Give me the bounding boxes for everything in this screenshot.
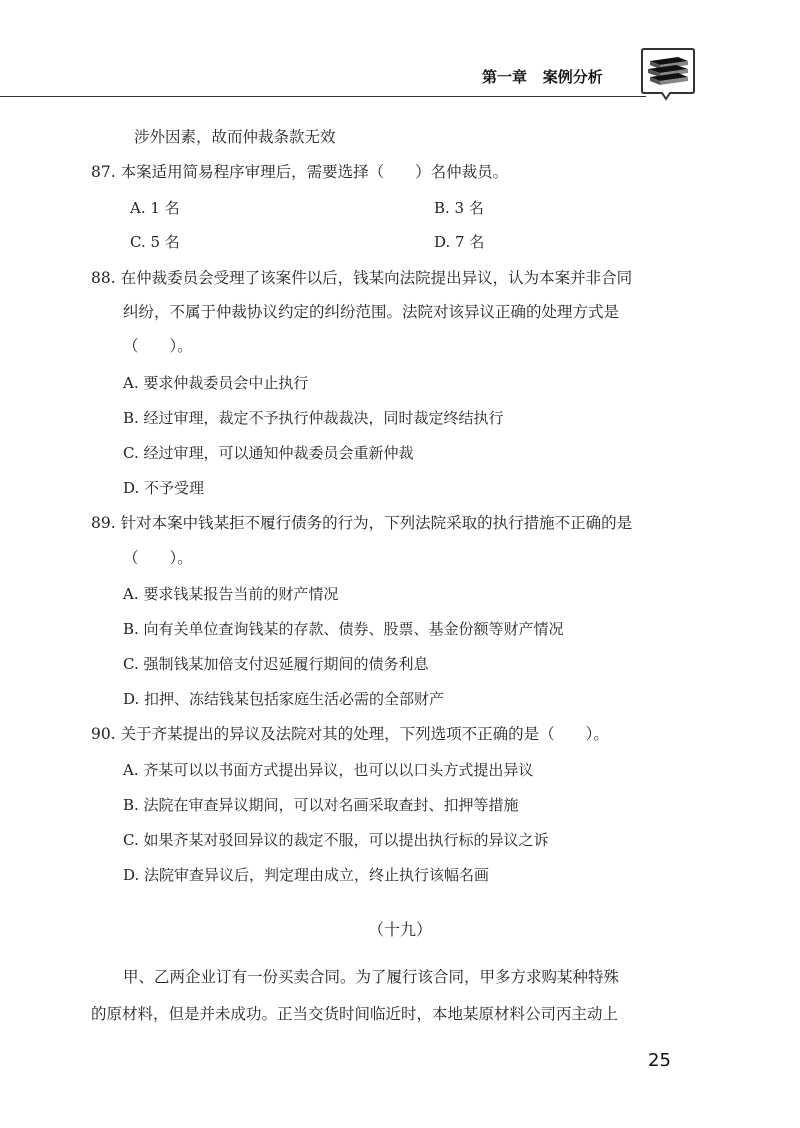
q90-option-c: C. 如果齐某对驳回异议的裁定不服，可以提出执行标的异议之诉 bbox=[123, 831, 549, 849]
q90-option-a: A. 齐某可以以书面方式提出异议，也可以以口头方式提出异议 bbox=[123, 761, 534, 779]
header-rule bbox=[0, 96, 646, 97]
q87-option-a: A. 1 名 bbox=[130, 199, 180, 217]
q87-option-d: D. 7 名 bbox=[434, 233, 485, 251]
q88-option-a: A. 要求仲裁委员会中止执行 bbox=[123, 374, 309, 392]
question-90: 90. 关于齐某提出的异议及法院对其的处理，下列选项不正确的是（ ）。 bbox=[91, 725, 609, 743]
question-87: 87. 本案适用简易程序审理后，需要选择（ ）名仲裁员。 bbox=[91, 163, 509, 181]
q89-option-a: A. 要求钱某报告当前的财产情况 bbox=[123, 585, 339, 603]
chapter-heading bbox=[482, 66, 603, 87]
paragraph-line: 甲、乙两企业订有一份买卖合同。为了履行该合同，甲多方求购某种特殊 bbox=[123, 968, 620, 986]
page-number: 25 bbox=[648, 1050, 671, 1071]
section-title: （十九） bbox=[367, 920, 432, 939]
text-line: 涉外因素，故而仲裁条款无效 bbox=[134, 128, 336, 146]
book-stack-icon bbox=[640, 47, 696, 105]
chapter-label: 第一章 bbox=[482, 68, 528, 86]
page-header bbox=[0, 0, 800, 110]
q88-option-c: C. 经过审理，可以通知仲裁委员会重新仲裁 bbox=[123, 444, 414, 462]
q88-option-b: B. 经过审理，裁定不予执行仲裁裁决，同时裁定终结执行 bbox=[123, 409, 504, 427]
q89-option-b: B. 向有关单位查询钱某的存款、债券、股票、基金份额等财产情况 bbox=[123, 620, 564, 638]
q89-option-c: C. 强制钱某加倍支付迟延履行期间的债务利息 bbox=[123, 655, 429, 673]
q87-option-b: B. 3 名 bbox=[434, 199, 484, 217]
paragraph-line: 的原材料，但是并未成功。正当交货时间临近时，本地某原材料公司丙主动上 bbox=[91, 1005, 619, 1023]
chapter-title: 案例分析 bbox=[542, 68, 603, 86]
text-line: （ ）。 bbox=[123, 549, 193, 567]
q89-option-d: D. 扣押、冻结钱某包括家庭生活必需的全部财产 bbox=[123, 690, 445, 708]
q87-option-c: C. 5 名 bbox=[130, 233, 180, 251]
q90-option-b: B. 法院在审查异议期间，可以对名画采取查封、扣押等措施 bbox=[123, 796, 519, 814]
q88-option-d: D. 不予受理 bbox=[123, 479, 205, 497]
question-89: 89. 针对本案中钱某拒不履行债务的行为，下列法院采取的执行措施不正确的是 bbox=[91, 514, 633, 532]
text-line: 纠纷，不属于仲裁协议约定的纠纷范围。法院对该异议正确的处理方式是 bbox=[123, 303, 620, 321]
question-88: 88. 在仲裁委员会受理了该案件以后，钱某向法院提出异议，认为本案并非合同 bbox=[91, 269, 633, 287]
text-line: （ ）。 bbox=[123, 337, 193, 355]
q90-option-d: D. 法院审查异议后，判定理由成立，终止执行该幅名画 bbox=[123, 866, 490, 884]
